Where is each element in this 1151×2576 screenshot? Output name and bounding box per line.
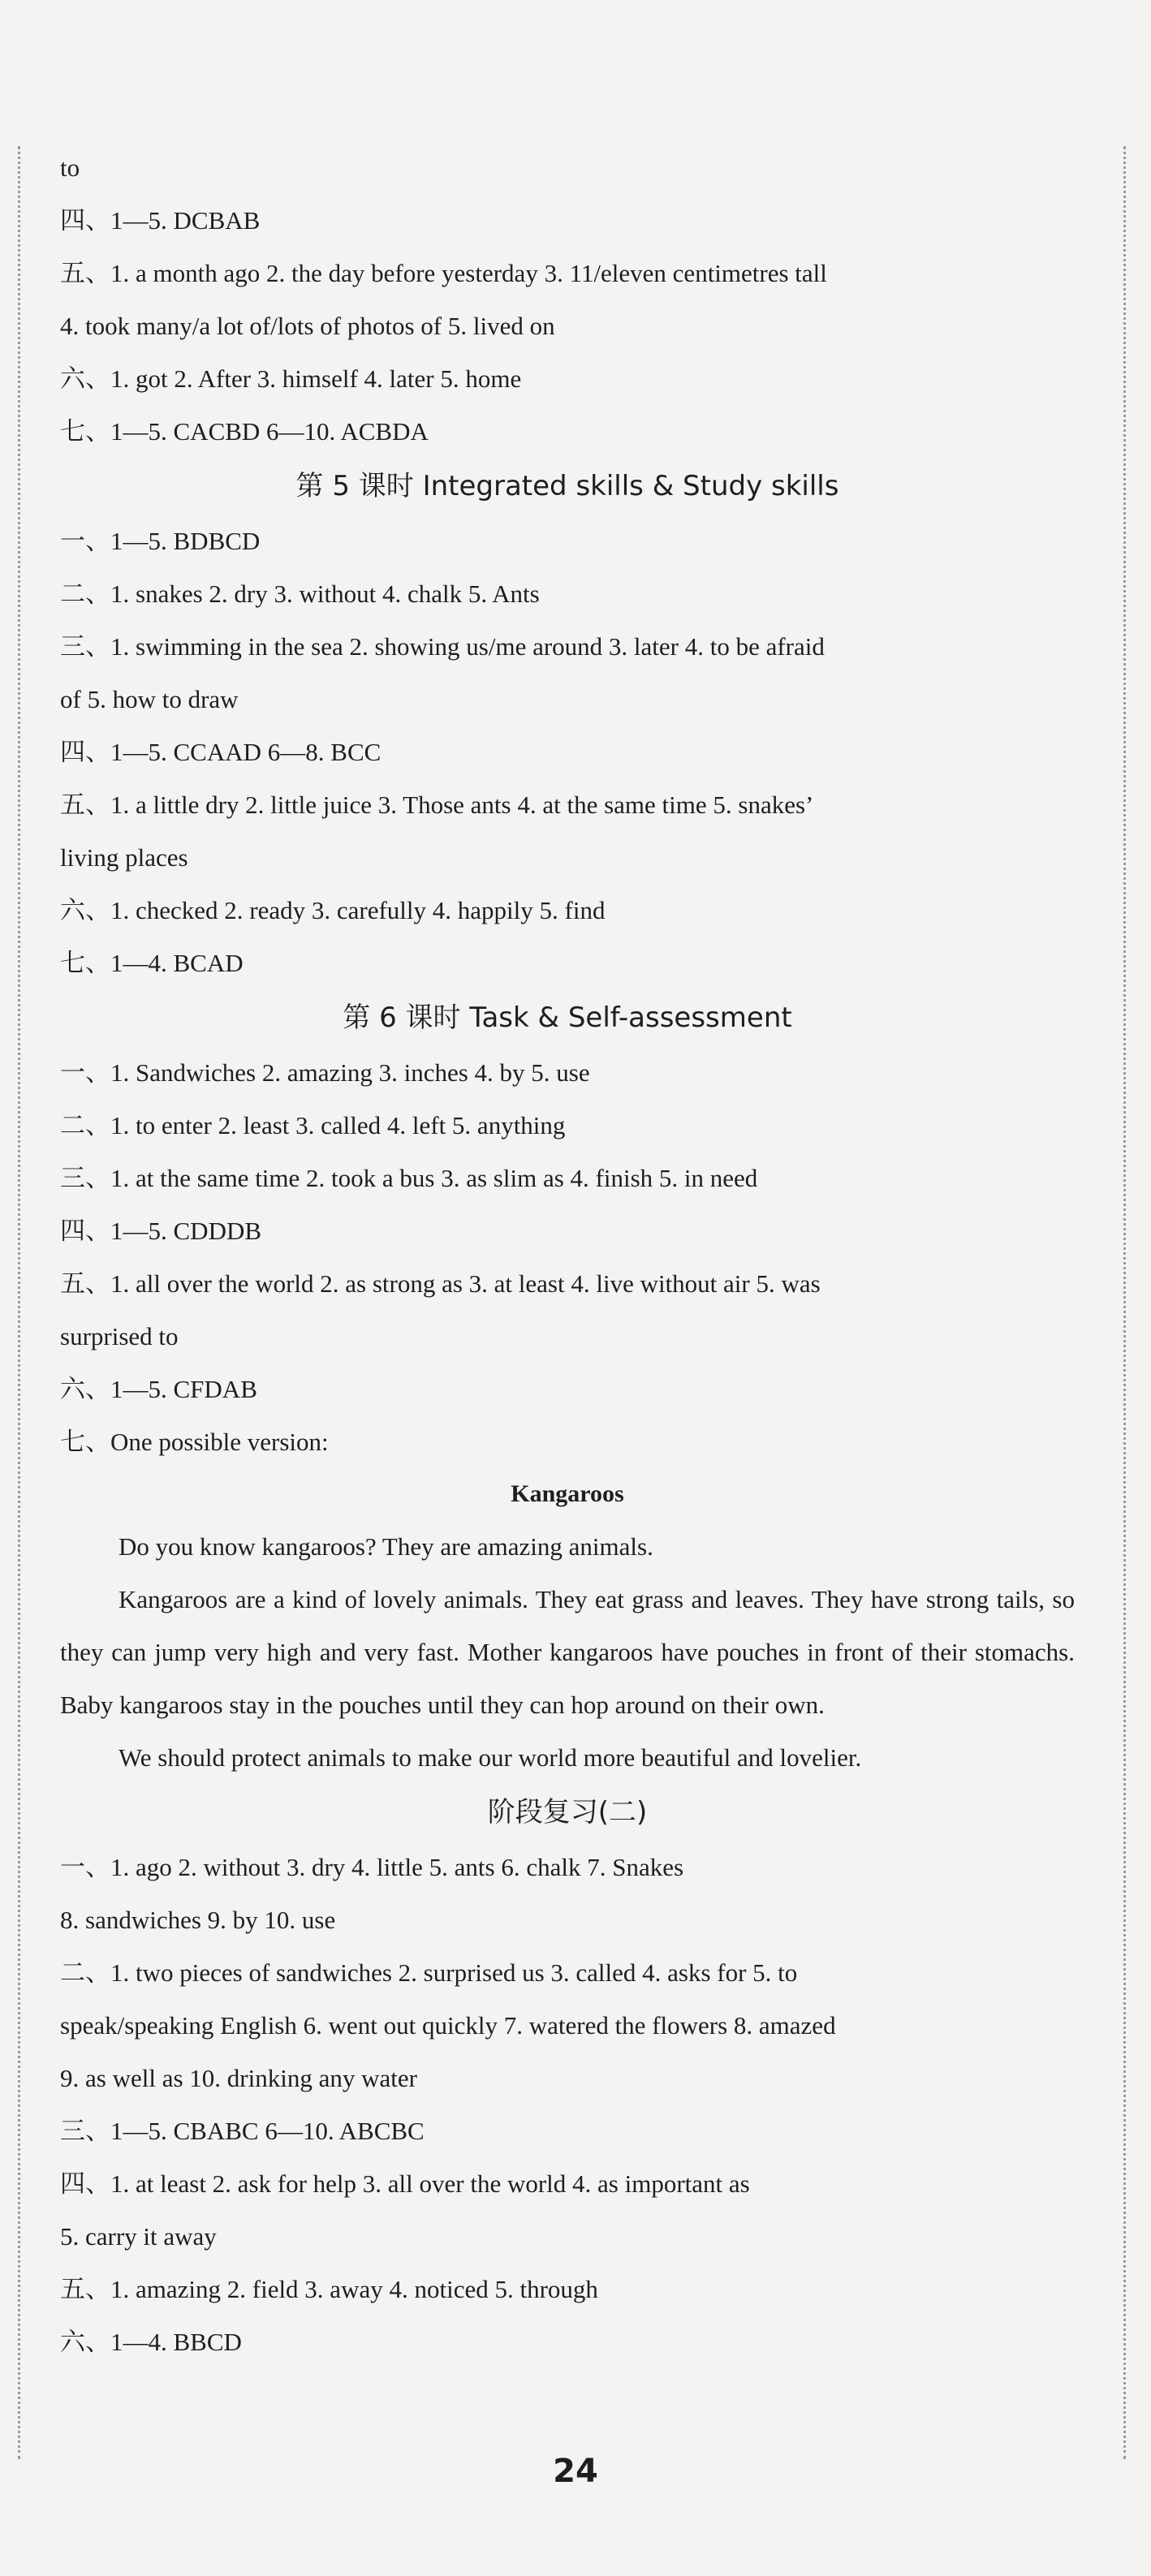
answer-line: 一、1. Sandwiches 2. amazing 3. inches 4. by 5. use [60, 1058, 590, 1087]
page-number: 24 [553, 2453, 598, 2490]
answer-line: 五、1. all over the world 2. as strong as 3. at least 4. live without air 5. was [60, 1269, 821, 1298]
essay-paragraph: Kangaroos are a kind of lovely animals. They eat grass and leaves. They have strong tails, so they can jump very high and very fast. Mother kangaroos have pouches in front of their stomachs. Baby kangaroos stay in the pouches until they can hop around on their own. [60, 1585, 1075, 1719]
answer-line: 四、1. at least 2. ask for help 3. all over the world 4. as important as [60, 2169, 750, 2198]
lesson6-section [60, 989, 1075, 1784]
answer-line: 四、1—5. CCAAD 6—8. BCC [60, 738, 382, 766]
top-section [60, 141, 1075, 458]
answer-line: 二、1. two pieces of sandwiches 2. surprised us 3. called 4. asks for 5. to [60, 1958, 798, 1987]
answer-line: 8. sandwiches 9. by 10. use [60, 1906, 336, 1934]
left-binding-dotted-line [18, 146, 20, 2459]
lesson5-section [60, 458, 1075, 989]
answer-line: living places [60, 843, 188, 872]
answer-line: 一、1—5. BDBCD [60, 527, 261, 555]
answer-line: 七、1—4. BCAD [60, 949, 244, 977]
answer-line: surprised to [60, 1322, 179, 1350]
answer-line: 四、1—5. DCBAB [60, 206, 261, 235]
answer-line: 三、1. at the same time 2. took a bus 3. as slim as 4. finish 5. in need [60, 1164, 758, 1192]
answer-line: 七、One possible version: [60, 1428, 329, 1456]
answer-line: 五、1. a month ago 2. the day before yesterday 3. 11/eleven centimetres tall [60, 259, 827, 287]
answer-line: 二、1. to enter 2. least 3. called 4. left 5. anything [60, 1111, 566, 1139]
answer-line: speak/speaking English 6. went out quickly 7. watered the flowers 8. amazed [60, 2011, 836, 2040]
answer-line: 9. as well as 10. drinking any water [60, 2064, 417, 2092]
answer-line: of 5. how to draw [60, 685, 239, 713]
answer-line: 五、1. amazing 2. field 3. away 4. noticed 5. through [60, 2275, 598, 2303]
lesson5-title: 第 5 课时 Integrated skills & Study skills [295, 470, 839, 502]
answer-line: 一、1. ago 2. without 3. dry 4. little 5. ants 6. chalk 7. Snakes [60, 1853, 684, 1881]
answer-line: 4. took many/a lot of/lots of photos of 5. lived on [60, 312, 555, 340]
answer-line: 六、1. checked 2. ready 3. carefully 4. happily 5. find [60, 896, 606, 924]
lesson6-title: 第 6 课时 Task & Self-assessment [343, 1002, 792, 1034]
answer-line: 三、1—5. CBABC 6—10. ABCBC [60, 2117, 425, 2145]
answer-line: 二、1. snakes 2. dry 3. without 4. chalk 5. Ants [60, 579, 540, 608]
answer-line: 七、1—5. CACBD 6—10. ACBDA [60, 417, 429, 446]
answer-line: 六、1. got 2. After 3. himself 4. later 5. home [60, 364, 522, 393]
answer-line: 六、1—5. CFDAB [60, 1375, 257, 1403]
answer-line: 5. carry it away [60, 2222, 217, 2251]
essay-title: Kangaroos [511, 1480, 624, 1507]
answer-line: 六、1—4. BBCD [60, 2328, 242, 2356]
answer-line: to [60, 153, 80, 182]
review2-title: 阶段复习(二) [487, 1796, 648, 1829]
essay-paragraph: We should protect animals to make our world more beautiful and lovelier. [119, 1743, 862, 1772]
essay-paragraph: Do you know kangaroos? They are amazing animals. [119, 1532, 653, 1561]
answer-line: 四、1—5. CDDDB [60, 1217, 262, 1245]
answer-line: 三、1. swimming in the sea 2. showing us/me around 3. later 4. to be afraid [60, 632, 825, 661]
right-binding-dotted-line [1123, 146, 1126, 2459]
answer-line: 五、1. a little dry 2. little juice 3. Those ants 4. at the same time 5. snakes’ [60, 790, 814, 819]
review2-section [60, 1784, 1075, 2368]
answer-content [60, 141, 1075, 2368]
